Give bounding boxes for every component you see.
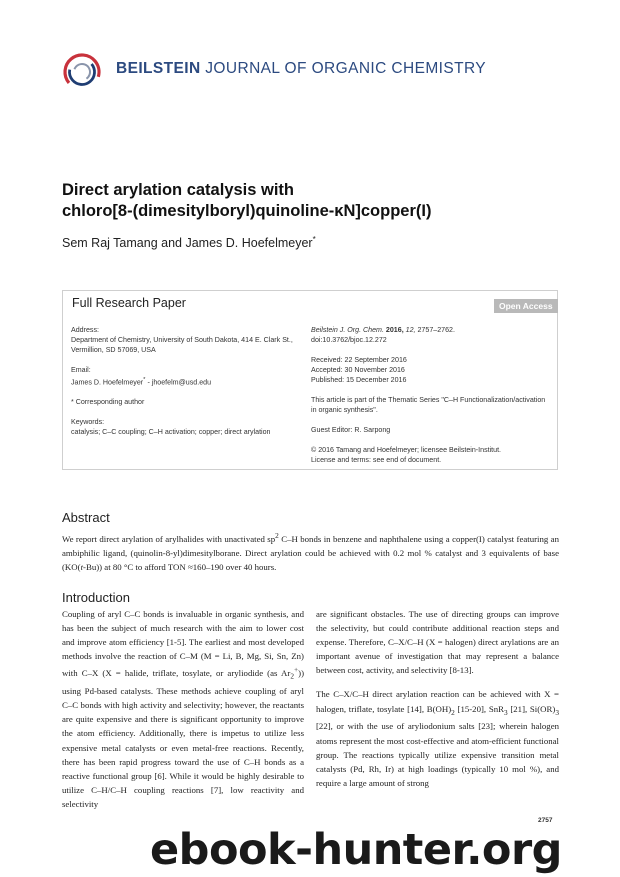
intro-p3-sub1: 2 [451,707,455,717]
introduction-heading: Introduction [62,590,130,605]
intro-left-column [62,607,304,811]
intro-p1-a: Coupling of aryl C–C bonds is invaluable in organic synthesis, and has been the subject of much research with the aim to lower cost and improve atom efficiency [1-5]. The earliest and most developed methods involve the reaction of C–M (M = Li, B, Mg, Si, Sn, Zn) with C–X (X = halide, triflate, tosylate, or aryliodide (as Ar [62,609,304,679]
email-mark: * [143,377,146,383]
keywords-text: catalysis; C–C coupling; C–H activation; copper; direct arylation [71,428,271,437]
open-access-badge: Open Access [494,299,558,313]
address-label: Address: [71,326,99,334]
intro-p1-sub: 2 [290,672,294,682]
email-link[interactable]: - jhoefelm@usd.edu [145,378,212,387]
email-label: Email: [71,366,91,374]
abstract-italic-t: t [80,561,84,572]
corresponding-note: * Corresponding author [71,398,145,407]
intro-p3-d: [22], or with the use of aryliodonium salts [23]; wherein halogen atoms represent the most cost-effective and atom-efficient functional group. The reactions typically utilize expensive transition metal catalysts (Pd, Rh, Ir) at high loadings (typically 10 mol %), and require a large amount of strong [316,721,559,788]
article-title [62,180,562,222]
watermark-text: ebook-hunter.org [150,825,562,875]
intro-paragraph-1 [62,607,304,811]
author-list [62,235,316,250]
journal-subtitle: JOURNAL OF ORGANIC CHEMISTRY [205,60,487,77]
thematic-series: This article is part of the Thematic Series "C–H Functionalization/activation in organic synthesis". [311,396,546,414]
published-date: Published: 15 December 2016 [311,376,407,384]
authors-text: Sem Raj Tamang and James D. Hoefelmeyer [62,236,313,251]
title-line-2: chloro[8-(dimesitylboryl)quinoline-κN]copper(I) [62,202,432,220]
journal-brand: BEILSTEIN [116,60,201,77]
intro-p3-sub2: 3 [503,707,508,717]
keywords-label: Keywords: [71,418,105,427]
abstract-part-a: We report direct arylation of arylhalides with unactivated sp [62,533,276,544]
intro-p3-sub3: 3 [555,707,560,717]
citation-year: 2016, [383,326,404,334]
abstract-heading: Abstract [62,510,110,525]
received-date: Received: 22 September 2016 [311,356,407,364]
email-line [71,375,293,387]
intro-p1-sup: + [294,665,299,675]
citation-volume: 12, [403,326,416,334]
abstract-part-b: C–H bonds in benzene and naphthalene using a copper(I) catalyst featuring an ambiphilic ligand, (quinolin-8-yl)dimesitylborane. Direct arylation could be achieved with 0.2 mol % catalyst and 3 equivalents of base (KO( [62,533,559,572]
title-line-1: Direct arylation catalysis with [62,181,295,199]
intro-p1-b: )) using Pd-based catalysts. These methods achieve coupling of aryl C–C bonds with high activity and selectivity; however, the reactants are quite expensive and there is significant opportunity to improve the atom efficiency. Additionally, there is impetus to utilize less expensive metal catalysts or even metal-free reactions. Recently, there has been rapid progress toward the use of C–H bonds as a reactive functional group [6]. While it would be highly desirable to utilize C–H/C–H coupling reactions [7], low reactivity and selectivity [62,668,304,809]
abstract-text [62,529,559,574]
address-text: Department of Chemistry, University of South Dakota, 414 E. Clark St., Vermillion, SD 57069, USA [71,336,293,354]
right-metadata [311,325,551,465]
page-number: 2757 [538,817,553,824]
accepted-date: Accepted: 30 November 2016 [311,366,405,374]
intro-paragraph-2: are significant obstacles. The use of directing groups can improve the selectivity, but could contribute additional reaction steps and expense. Therefore, C–X/C–H (X = halogen) direct arylations are an important avenue of investigation that may represent a balance between cost, activity, and selectivity [8-13]. [316,609,559,676]
citation-pages: 2757–2762. [415,326,455,334]
article-type: Full Research Paper [72,296,186,310]
abstract-sup: 2 [275,531,279,540]
intro-p3-c: [21], Si(OR) [507,703,556,714]
intro-right-column [316,607,559,790]
intro-p3-a: The C–X/C–H direct arylation reaction can be achieved with X = halogen, triflate, tosylate [14], B(OH) [316,689,559,714]
abstract-part-c: -Bu)) at 80 °C to afford TON ≈160–190 over 40 hours. [83,561,277,572]
citation-line [311,325,551,335]
intro-paragraph-3 [316,687,559,789]
doi-link[interactable]: doi:10.3762/bjoc.12.272 [311,336,387,344]
email-name: James D. Hoefelmeyer [71,378,144,387]
citation-journal: Beilstein J. Org. Chem. [311,326,384,334]
author-mark: * [312,235,316,244]
guest-editor: Guest Editor: R. Sarpong [311,426,391,434]
copyright-line: © 2016 Tamang and Hoefelmeyer; licensee Beilstein-Institut. [311,446,502,454]
journal-name [116,60,486,78]
beilstein-logo-icon [62,52,102,92]
intro-p3-b: [15-20], SnR [454,703,504,714]
left-metadata [71,325,293,437]
license-line: License and terms: see end of document. [311,456,442,464]
